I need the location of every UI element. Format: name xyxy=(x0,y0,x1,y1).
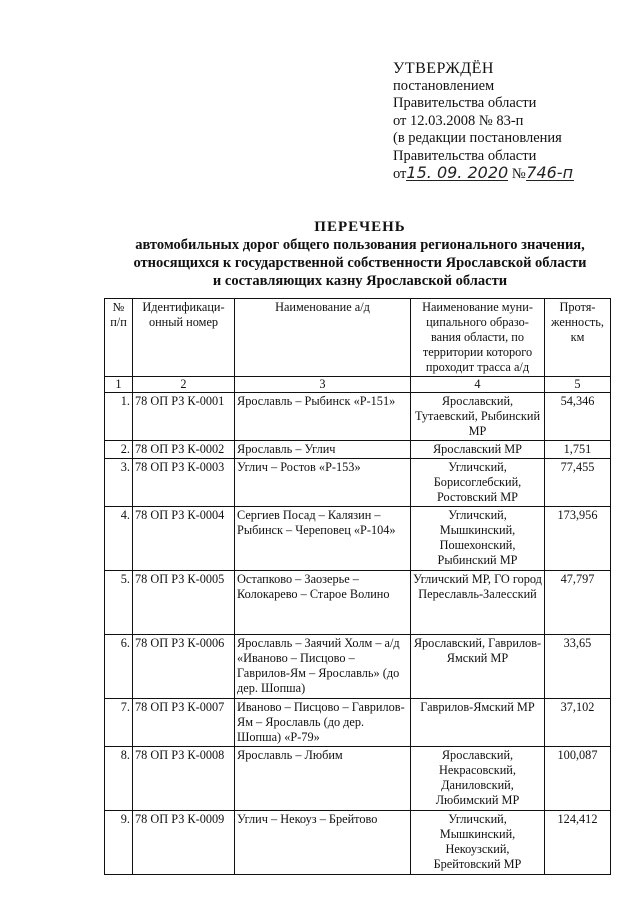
column-index: 4 xyxy=(411,377,545,393)
cell-name: Сергиев Посад – Калязин – Рыбинск – Череповец «Р-104» xyxy=(235,507,411,571)
cell-num: 4. xyxy=(105,507,133,571)
header-length: Протя-женность, км xyxy=(545,299,611,377)
cell-num: 8. xyxy=(105,747,133,811)
approval-line: Правительства области xyxy=(393,147,537,164)
column-index: 1 xyxy=(105,377,133,393)
title-subline: автомобильных дорог общего пользования регионального значения, xyxy=(135,237,585,253)
approval-prefix: от xyxy=(393,166,407,182)
column-index: 5 xyxy=(545,377,611,393)
cell-length: 124,412 xyxy=(545,811,611,875)
table-row xyxy=(105,459,611,507)
cell-length: 100,087 xyxy=(545,747,611,811)
cell-id: 78 ОП РЗ К-0009 xyxy=(133,811,235,875)
cell-name: Ярославль – Заячий Холм – а/д «Иваново – Писцово – Гаврилов-Ям – Ярославль» (до дер. Шопша) xyxy=(235,635,411,699)
cell-municipality: Угличский, Мышкинский, Пошехонский, Рыбинский МР xyxy=(411,507,545,571)
cell-name: Углич – Ростов «Р-153» xyxy=(235,459,411,507)
approval-amendment-line xyxy=(393,165,574,184)
document-title xyxy=(80,218,640,290)
cell-length: 1,751 xyxy=(545,441,611,459)
title-subline: и составляющих казну Ярославской области xyxy=(212,273,508,289)
cell-num: 9. xyxy=(105,811,133,875)
table-row xyxy=(105,747,611,811)
table-header-row xyxy=(105,299,611,377)
approval-line: постановлением xyxy=(393,77,495,94)
cell-municipality: Ярославский, Тутаевский, Рыбинский МР xyxy=(411,393,545,441)
cell-municipality: Угличский, Борисоглебский, Ростовский МР xyxy=(411,459,545,507)
cell-id: 78 ОП РЗ К-0008 xyxy=(133,747,235,811)
cell-municipality: Угличский МР, ГО город Переславль-Залесский xyxy=(411,571,545,635)
header-name: Наименование а/д xyxy=(235,299,411,377)
title-subline: относящихся к государственной собственности Ярославской области xyxy=(133,255,587,271)
cell-id: 78 ОП РЗ К-0005 xyxy=(133,571,235,635)
cell-num: 1. xyxy=(105,393,133,441)
cell-num: 7. xyxy=(105,699,133,747)
approval-heading: УТВЕРЖДЁН xyxy=(393,60,494,77)
cell-num: 5. xyxy=(105,571,133,635)
table-row xyxy=(105,507,611,571)
header-municipality: Наименование муни-ципального образо-вания области, по территории которого проходит трасса а/д xyxy=(411,299,545,377)
table-row xyxy=(105,393,611,441)
cell-length: 77,455 xyxy=(545,459,611,507)
column-index-row xyxy=(105,377,611,393)
table-row xyxy=(105,635,611,699)
cell-length: 47,797 xyxy=(545,571,611,635)
cell-name: Ярославль – Любим xyxy=(235,747,411,811)
cell-length: 37,102 xyxy=(545,699,611,747)
cell-name: Ярославль – Углич xyxy=(235,441,411,459)
column-index: 2 xyxy=(133,377,235,393)
cell-id: 78 ОП РЗ К-0001 xyxy=(133,393,235,441)
table-row xyxy=(105,699,611,747)
cell-id: 78 ОП РЗ К-0003 xyxy=(133,459,235,507)
cell-municipality: Гаврилов-Ямский МР xyxy=(411,699,545,747)
header-id: Идентификаци-онный номер xyxy=(133,299,235,377)
table-row xyxy=(105,571,611,635)
handwritten-number: 746-п xyxy=(526,163,574,182)
title-main: ПЕРЕЧЕНЬ xyxy=(314,219,406,235)
cell-id: 78 ОП РЗ К-0002 xyxy=(133,441,235,459)
cell-municipality: Ярославский МР xyxy=(411,441,545,459)
approval-line: от 12.03.2008 № 83-п xyxy=(393,112,524,129)
cell-municipality: Угличский, Мышкинский, Некоузский, Брейтовский МР xyxy=(411,811,545,875)
approval-line: Правительства области xyxy=(393,95,537,111)
table-row xyxy=(105,811,611,875)
approval-stamp xyxy=(393,60,574,184)
cell-id: 78 ОП РЗ К-0004 xyxy=(133,507,235,571)
cell-municipality: Ярославский, Некрасовский, Даниловский, Любимский МР xyxy=(411,747,545,811)
roads-table xyxy=(104,298,611,875)
cell-name: Ярославль – Рыбинск «Р-151» xyxy=(235,393,411,441)
cell-name: Углич – Некоуз – Брейтово xyxy=(235,811,411,875)
cell-name: Иваново – Писцово – Гаврилов-Ям – Ярославль (до дер. Шопша) «Р-79» xyxy=(235,699,411,747)
header-num: № п/п xyxy=(105,299,133,377)
cell-length: 54,346 xyxy=(545,393,611,441)
cell-num: 2. xyxy=(105,441,133,459)
cell-length: 173,956 xyxy=(545,507,611,571)
cell-id: 78 ОП РЗ К-0006 xyxy=(133,635,235,699)
cell-id: 78 ОП РЗ К-0007 xyxy=(133,699,235,747)
table-row xyxy=(105,441,611,459)
cell-municipality: Ярославский, Гаврилов-Ямский МР xyxy=(411,635,545,699)
handwritten-date: 15. 09. 2020 xyxy=(406,163,509,182)
cell-name: Остапково – Заозерье – Колокарево – Старое Волино xyxy=(235,571,411,635)
cell-length: 33,65 xyxy=(545,635,611,699)
number-sign: № xyxy=(511,166,526,182)
column-index: 3 xyxy=(235,377,411,393)
approval-line: (в редакции постановления xyxy=(393,130,562,146)
cell-num: 6. xyxy=(105,635,133,699)
cell-num: 3. xyxy=(105,459,133,507)
